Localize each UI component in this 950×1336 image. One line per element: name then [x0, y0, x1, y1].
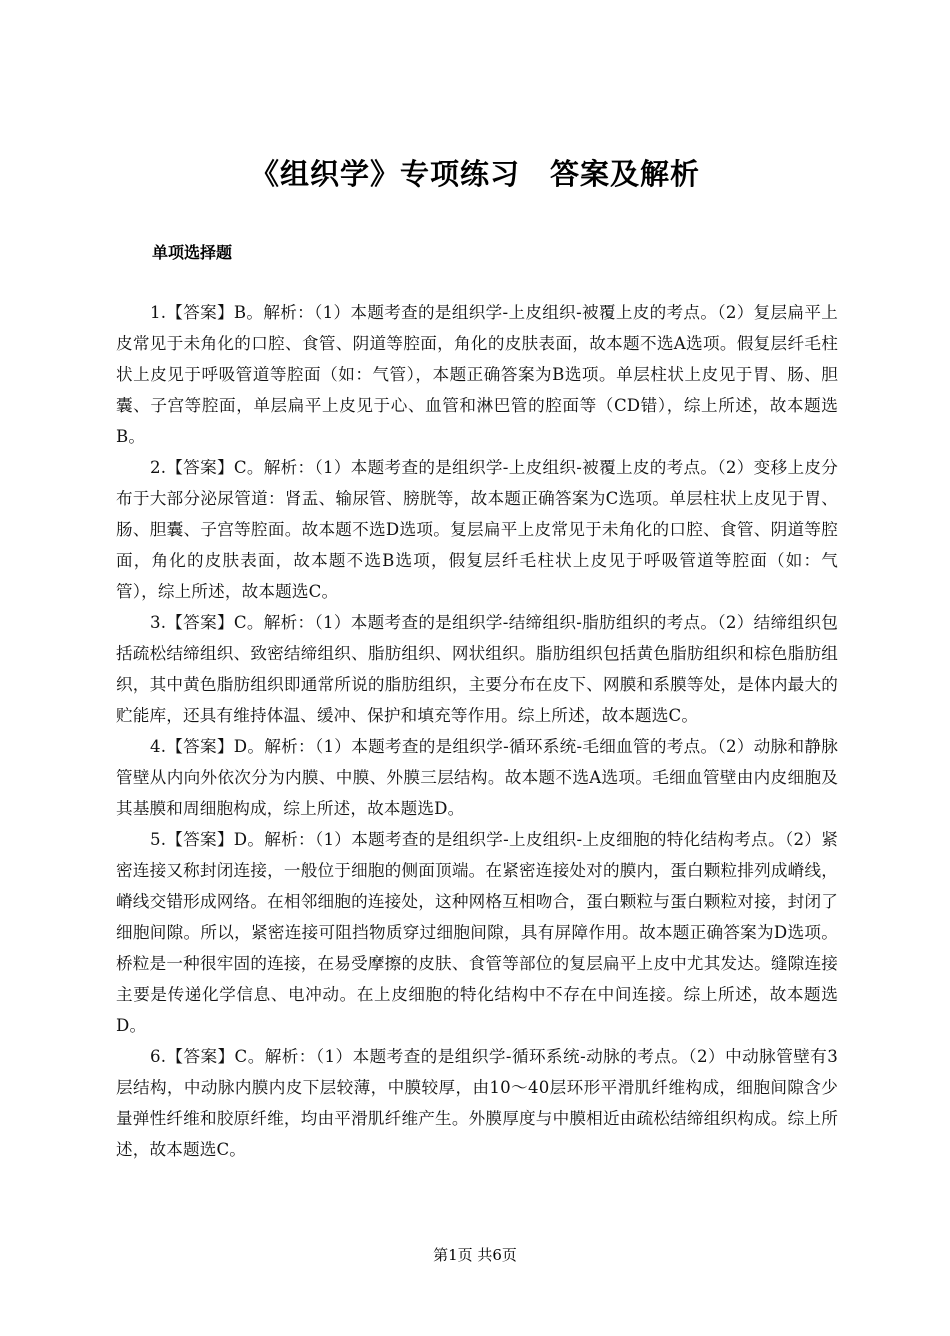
answer-6: 6.【答案】C。解析：（1）本题考查的是组织学-循环系统-动脉的考点。（2）中动脉管壁有3层结构，中动脉内膜内皮下层较薄，中膜较厚，由10～40层环形平滑肌纤维构成，细胞间隙含少量弹性纤维和胶原纤维，均由平滑肌纤维产生。外膜厚度与中膜相近由疏松结缔组织构成。综上所述，故本题选C。 [116, 1047, 838, 1159]
page-footer: 第1页 共6页 [433, 1246, 517, 1264]
section-heading: 单项选择题 [152, 243, 233, 262]
answer-1: 1.【答案】B。解析：（1）本题考查的是组织学-上皮组织-被覆上皮的考点。（2）复层扁平上皮常见于未角化的口腔、食管、阴道等腔面，角化的皮肤表面，故本题不选A选项。假复层纤毛柱状上皮见于呼吸管道等腔面（如：气管），本题正确答案为B选项。单层柱状上皮见于胃、肠、胆囊、子宫等腔面，单层扁平上皮见于心、血管和淋巴管的腔面等（CD错），综上所述，故本题选B。 [116, 303, 838, 446]
answer-5: 5.【答案】D。解析：（1）本题考查的是组织学-上皮组织-上皮细胞的特化结构考点。（2）紧密连接又称封闭连接，一般位于细胞的侧面顶端。在紧密连接处对的膜内，蛋白颗粒排列成嵴线，嵴线交错形成网络。在相邻细胞的连接处，这种网格互相吻合，蛋白颗粒与蛋白颗粒对接，封闭了细胞间隙。所以，紧密连接可阻挡物质穿过细胞间隙，具有屏障作用。故本题正确答案为D选项。桥粒是一种很牢固的连接，在易受摩擦的皮肤、食管等部位的复层扁平上皮中尤其发达。缝隙连接主要是传递化学信息、电冲动。在上皮细胞的特化结构中不存在中间连接。综上所述，故本题选D。 [116, 830, 838, 1035]
answer-4: 4.【答案】D。解析：（1）本题考查的是组织学-循环系统-毛细血管的考点。（2）动脉和静脉管壁从内向外依次分为内膜、中膜、外膜三层结构。故本题不选A选项。毛细血管壁由内皮细胞及其基膜和周细胞构成，综上所述，故本题选D。 [116, 737, 838, 818]
answer-2: 2.【答案】C。解析：（1）本题考查的是组织学-上皮组织-被覆上皮的考点。（2）变移上皮分布于大部分泌尿管道：肾盂、输尿管、膀胱等，故本题正确答案为C选项。单层柱状上皮见于胃、肠、胆囊、子宫等腔面。故本题不选D选项。复层扁平上皮常见于未角化的口腔、食管、阴道等腔面，角化的皮肤表面，故本题不选B选项，假复层纤毛柱状上皮见于呼吸管道等腔面（如：气管），综上所述，故本题选C。 [116, 458, 838, 601]
answer-3: 3.【答案】C。解析：（1）本题考查的是组织学-结缔组织-脂肪组织的考点。（2）结缔组织包括疏松结缔组织、致密结缔组织、脂肪组织、网状组织。脂肪组织包括黄色脂肪组织和棕色脂肪组织，其中黄色脂肪组织即通常所说的脂肪组织，主要分布在皮下、网膜和系膜等处，是体内最大的贮能库，还具有维持体温、缓冲、保护和填充等作用。综上所述，故本题选C。 [116, 613, 838, 725]
answer-list [116, 297, 838, 1165]
document-title: 《组织学》专项练习 答案及解析 [249, 157, 700, 191]
